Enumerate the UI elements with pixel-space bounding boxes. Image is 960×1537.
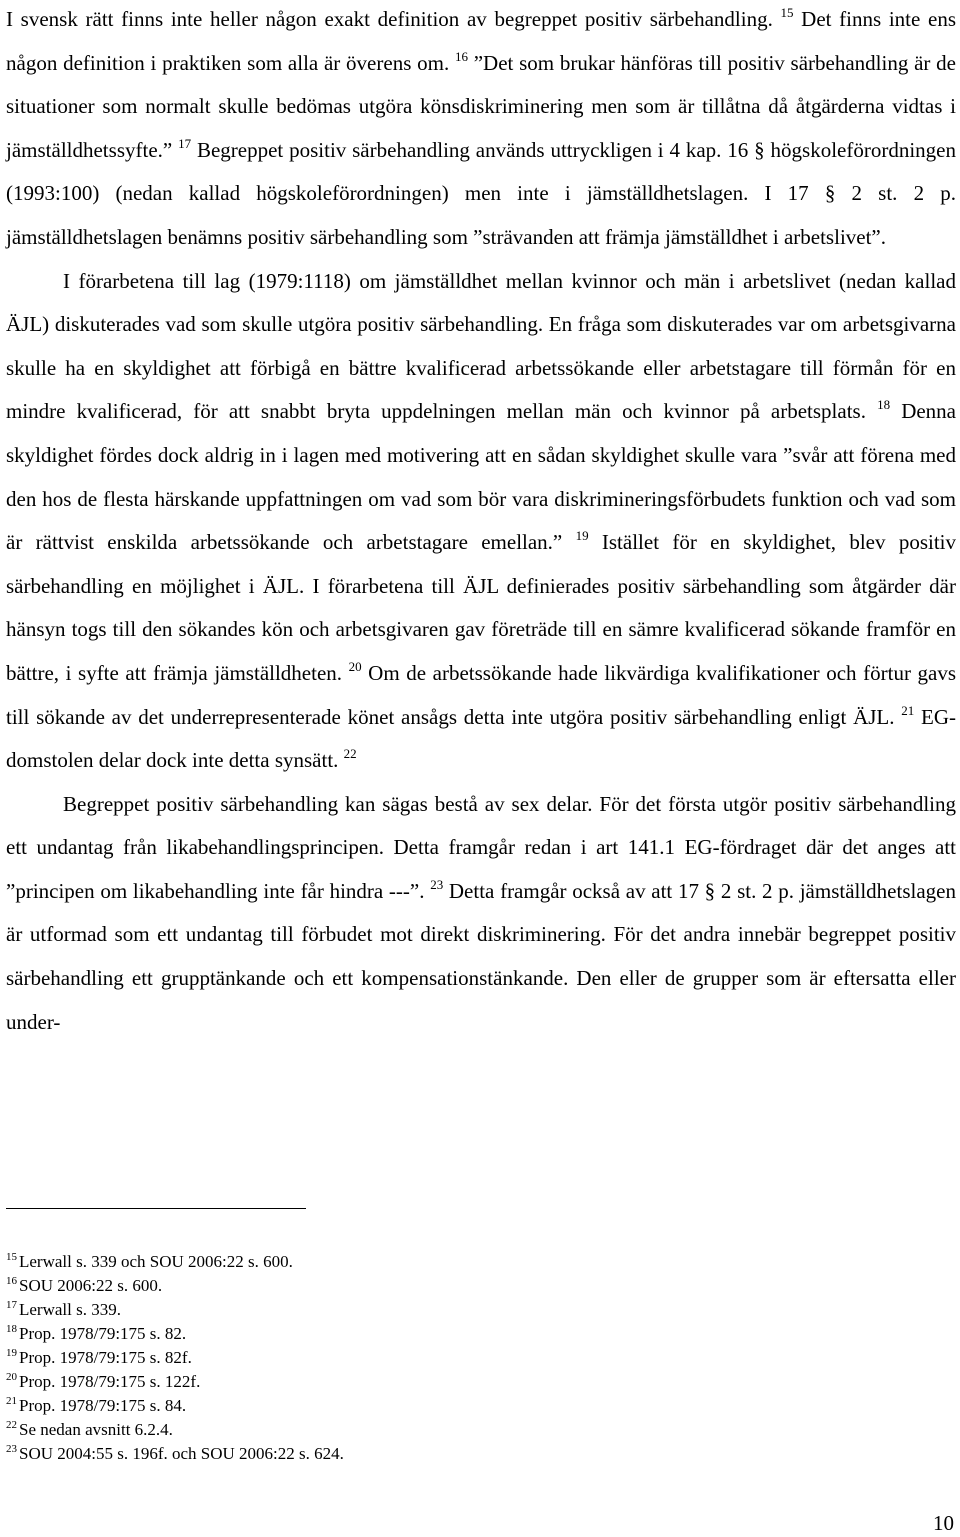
footnote-ref: 18 [877,397,891,413]
paragraph-text: Detta framgår också av att 17 § 2 st. 2 p. jämställdhetslagen är utformad som ett undantag till förbudet mot direkt diskriminering. För det andra innebär begreppet positiv särbehandling ett grupptänkande och ett kompensationstänkande. Den eller de grupper som är eftersatta eller under- [6,878,956,1034]
footnote [6,1394,906,1418]
paragraph-text: Denna skyldighet fördes dock aldrig in i lagen med motivering att en sådan skyldighet skulle vara ”svår att förena med den hos de flesta härskande uppfattningen om vad som bör vara diskrimineringsförbudets funktion och vad som är rättvist enskilda arbetssökande och arbetstagare emellan.” [6,399,956,555]
footnote-text: SOU 2004:55 s. 196f. och SOU 2006:22 s. 624. [19,1444,344,1463]
footnote [6,1298,906,1322]
footnote-number: 20 [6,1371,17,1383]
paragraph [6,260,956,783]
paragraph-text: Begreppet positiv särbehandling används uttryckligen i 4 kap. 16 § högskoleförordningen (1993:100) (nedan kallad högskoleförordningen) men inte i jämställdhetslagen. I 17 § 2 st. 2 p. jämställdhetslagen benämns positiv särbehandling som ”strävanden att främja jämställdhet i arbetslivet”. [6,137,956,249]
footnote-text: Prop. 1978/79:175 s. 122f. [19,1372,201,1391]
paragraph [6,783,956,1045]
page-number: 10 [933,1511,954,1535]
footnote [6,1346,906,1370]
footnote-text: Prop. 1978/79:175 s. 84. [19,1396,187,1415]
footnote-ref: 20 [348,658,362,674]
paragraph-text: ”Det som brukar hänföras till positiv särbehandling är de situationer som normalt skulle bedömas utgöra könsdiskriminering men som är tillåtna då åtgärderna vidtas i jämställdhetssyfte.” [6,50,956,162]
paragraph-text: Det finns inte ens någon definition i praktiken som alla är överens om. [6,7,957,75]
footnote-text: Se nedan avsnitt 6.2.4. [19,1420,173,1439]
paragraph-text: I förarbetena till lag (1979:1118) om jämställdhet mellan kvinnor och män i arbetslivet (nedan kallad ÄJL) diskuterades vad som skulle utgöra positiv särbehandling. En fråga som diskuterades var om arbetsgivarna skulle ha en skyldighet att förbigå en bättre kvalificerad arbetssökande eller arbetstagare till förmån för en mindre kvalificerad, för att snabbt bryta uppdelningen mellan män och kvinnor på arbetsplats. [6,268,956,424]
footnote-number: 16 [6,1275,17,1287]
footnote-number: 17 [6,1299,17,1311]
paragraph-text: Begreppet positiv särbehandling kan sägas bestå av sex delar. För det första utgör positiv särbehandling ett undantag från likabehandlingsprincipen. Detta framgår redan i art 141.1 EG-fördraget där det anges att ”principen om likabehandling inte får hindra ---”. [6,791,956,903]
footnote-number: 21 [6,1395,17,1407]
footnote [6,1418,906,1442]
footnote-number: 15 [6,1251,17,1263]
paragraph [6,0,956,260]
footnote-text: Lerwall s. 339 och SOU 2006:22 s. 600. [19,1252,293,1271]
footnote [6,1322,906,1346]
footnote [6,1274,906,1298]
footnote-text: Prop. 1978/79:175 s. 82. [19,1324,187,1343]
footnote-ref: 19 [575,528,589,544]
footnote-ref: 15 [780,5,794,20]
footnote [6,1250,906,1274]
footnote-number: 19 [6,1347,17,1359]
footnote-ref: 17 [178,135,192,151]
footnote-text: Prop. 1978/79:175 s. 82f. [19,1348,192,1367]
footnote-ref: 16 [454,48,468,64]
paragraph-text: Om de arbetssökande hade likvärdiga kvalifikationer och förtur gavs till sökande av det underrepresenterade könet ansågs detta inte utgöra positiv särbehandling enligt ÄJL. [6,660,956,729]
footnote-number: 22 [6,1419,17,1431]
footnote-number: 18 [6,1323,17,1335]
footnote-text: Lerwall s. 339. [19,1300,121,1319]
footnote-separator [6,1208,306,1209]
paragraph-text: Istället för en skyldighet, blev positiv särbehandling en möjlighet i ÄJL. I förarbetena till ÄJL definierades positiv särbehandling som åtgärder där hänsyn togs till den sökandes kön och arbetsgivaren gav företräde till en sämre kvalificerad sökande framför en bättre, i syfte att främja jämställdheten. [6,530,956,685]
footnote [6,1370,906,1394]
footnote-text: SOU 2006:22 s. 600. [19,1276,163,1295]
footnotes [6,1250,906,1466]
footnote [6,1442,906,1466]
paragraph-text: EG-domstolen delar dock inte detta synsätt. [6,704,956,773]
footnote-ref: 23 [430,876,444,892]
footnote-number: 23 [6,1443,17,1455]
footnote-ref: 21 [901,702,915,718]
body-text [6,0,956,1044]
footnote-ref: 22 [343,746,357,762]
paragraph-text: I svensk rätt finns inte heller någon exakt definition av begreppet positiv särbehandling. [6,7,781,31]
